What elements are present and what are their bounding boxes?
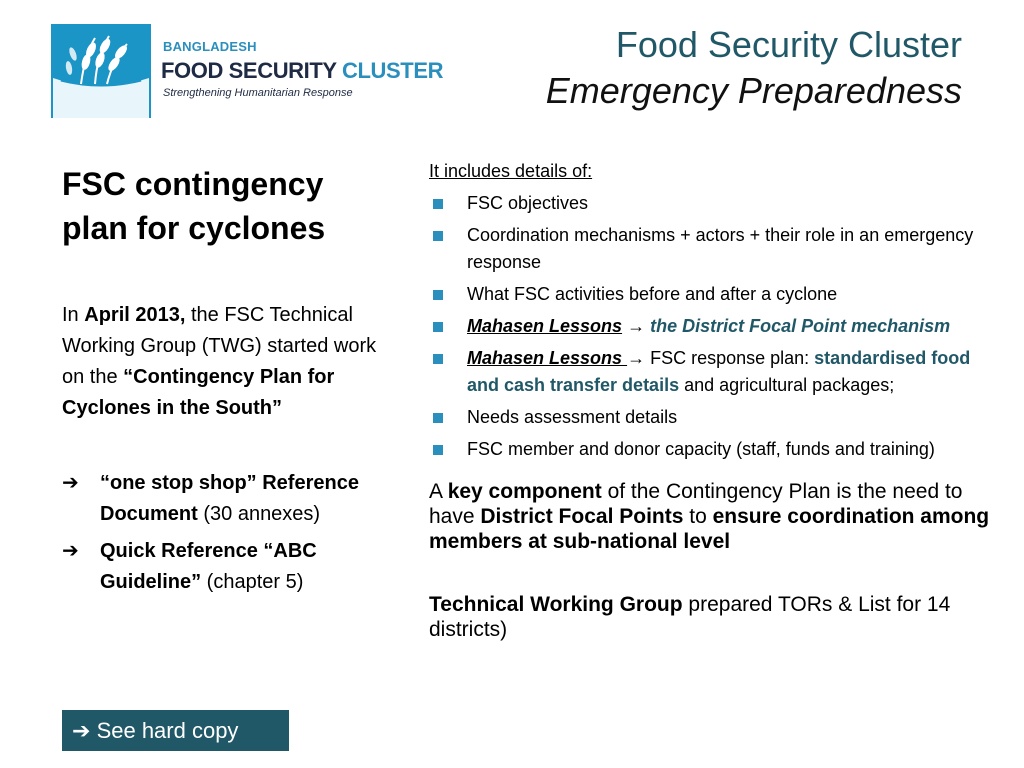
mahasen-lessons-label: Mahasen Lessons — [467, 348, 628, 368]
arrow-right-icon: ➔ — [72, 718, 91, 743]
list-item — [429, 222, 999, 276]
list-item-bold: “one stop shop” Reference Document — [100, 472, 359, 525]
intro-text-1: In — [62, 304, 85, 326]
list-item — [62, 536, 382, 598]
list-item-bold: Quick Reference “ABC Guideline” — [100, 540, 317, 593]
standardised-transfer-text: standardised food and cash transfer details — [467, 348, 971, 395]
arrow-right-icon: → — [622, 316, 651, 336]
list-item — [429, 345, 999, 399]
intro-paragraph — [62, 300, 382, 424]
mahasen-lessons-label: Mahasen Lessons — [467, 316, 623, 336]
intro-text-2: the FSC Technical Working Group (TWG) started work on the — [62, 304, 377, 388]
para-text: of the Contingency Plan is the need to have — [429, 480, 963, 528]
includes-label: It includes details of: — [429, 161, 593, 181]
list-item — [62, 468, 382, 530]
para-bold: ensure coordination among members at sub-national level — [429, 505, 990, 553]
cluster-logo — [51, 24, 444, 118]
arrow-right-icon: ➔ — [62, 540, 79, 562]
see-hard-copy-button[interactable] — [62, 710, 289, 751]
focal-point-mechanism-text: the District Focal Point mechanism — [650, 316, 951, 336]
bullet-text: and agricultural packages; — [679, 375, 895, 395]
logo-name-part1: FOOD SECURITY — [161, 58, 343, 83]
list-item-text: (chapter 5) — [201, 571, 304, 593]
key-component-paragraph — [429, 479, 999, 554]
bullet-text: FSC response plan: — [650, 348, 815, 368]
wheat-bowl-icon — [51, 24, 151, 118]
twg-paragraph — [429, 592, 999, 642]
bullet-text: What FSC activities before and after a cyclone — [467, 284, 838, 304]
title-line-1: Food Security Cluster — [615, 24, 962, 65]
bullet-text: Needs assessment details — [467, 407, 678, 427]
logo-name-part2: CLUSTER — [342, 58, 444, 83]
see-hard-copy-label: See hard copy — [96, 718, 239, 743]
para-bold: District Focal Points — [480, 505, 684, 528]
arrow-right-icon: ➔ — [62, 472, 79, 494]
section-heading: FSC contingency plan for cyclones — [62, 166, 326, 246]
intro-date: April 2013, — [84, 304, 186, 326]
list-item — [429, 190, 999, 217]
para-text: A — [429, 480, 448, 503]
para-text: prepared TORs & List for 14 districts) — [429, 593, 951, 641]
bullet-text: FSC objectives — [467, 193, 589, 213]
details-bullet-list — [429, 190, 999, 463]
bullet-text: Coordination mechanisms + actors + their role in an emergency response — [467, 225, 974, 272]
intro-plan-name: “Contingency Plan for Cyclones in the South” — [62, 366, 335, 419]
logo-name-text — [161, 58, 443, 84]
arrow-right-icon: → — [627, 348, 651, 368]
para-bold: key component — [447, 480, 602, 503]
left-column — [62, 162, 382, 604]
para-bold: Technical Working Group — [429, 593, 683, 616]
list-item — [429, 281, 999, 308]
list-item — [429, 436, 999, 463]
logo-tagline: Strengthening Humanitarian Response — [163, 87, 353, 99]
right-column — [429, 158, 999, 642]
list-item-text: (30 annexes) — [197, 503, 321, 525]
bullet-text: FSC member and donor capacity (staff, funds and training) — [467, 439, 935, 459]
title-line-2: Emergency Preparedness — [545, 70, 962, 111]
para-text: to — [683, 505, 713, 528]
logo-country-text: BANGLADESH — [163, 39, 257, 54]
list-item — [429, 404, 999, 431]
slide-title — [546, 22, 962, 114]
arrow-list — [62, 468, 382, 598]
list-item — [429, 313, 999, 340]
